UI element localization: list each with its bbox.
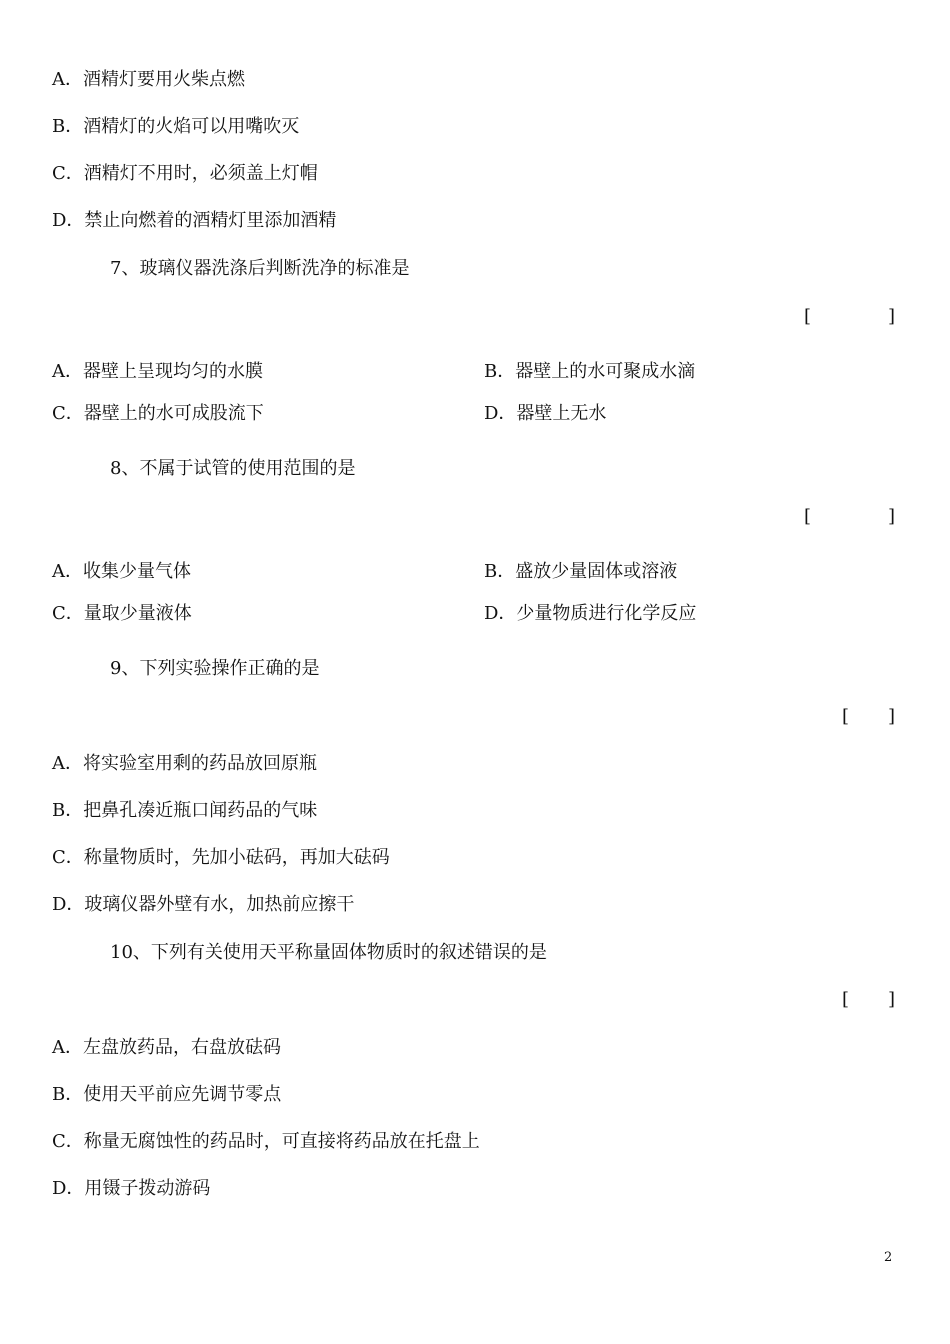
q7-answer-bracket xyxy=(804,305,900,329)
q7-question: 7、玻璃仪器洗涤后判断洗净的标准是 xyxy=(110,258,410,279)
q7-option-c: C．器壁上的水可成股流下 xyxy=(52,403,264,424)
q9-option-c: C．称量物质时，先加小砝码，再加大砝码 xyxy=(52,847,390,868)
q10-question: 10、下列有关使用天平称量固体物质时的叙述错误的是 xyxy=(110,942,547,963)
q10-option-b: B．使用天平前应先调节零点 xyxy=(52,1084,282,1105)
q9-option-d: D．玻璃仪器外壁有水，加热前应擦干 xyxy=(52,894,355,915)
q7-bracket-close: ] xyxy=(888,306,896,327)
q8-question: 8、不属于试管的使用范围的是 xyxy=(110,458,356,479)
q8-answer-bracket xyxy=(804,505,900,529)
q10-answer-bracket xyxy=(842,988,900,1012)
q9-bracket-close: ] xyxy=(888,706,896,727)
q6-option-b: B．酒精灯的火焰可以用嘴吹灭 xyxy=(52,116,300,137)
q9-answer-bracket xyxy=(842,705,900,729)
q9-option-b: B．把鼻孔凑近瓶口闻药品的气味 xyxy=(52,800,318,821)
q9-option-a: A．将实验室用剩的药品放回原瓶 xyxy=(52,753,317,774)
q8-option-c: C．量取少量液体 xyxy=(52,603,192,624)
q10-option-a: A．左盘放药品，右盘放砝码 xyxy=(52,1037,281,1058)
q6-option-c: C．酒精灯不用时，必须盖上灯帽 xyxy=(52,163,318,184)
q7-bracket-open: [ xyxy=(804,306,812,327)
q6-option-a: A．酒精灯要用火柴点燃 xyxy=(52,69,245,90)
q10-bracket-open: [ xyxy=(842,989,850,1010)
q9-question: 9、下列实验操作正确的是 xyxy=(110,658,320,679)
q6-option-d: D．禁止向燃着的酒精灯里添加酒精 xyxy=(52,210,337,231)
q7-option-a: A．器壁上呈现均匀的水膜 xyxy=(52,361,263,382)
q8-bracket-close: ] xyxy=(888,506,896,527)
q7-option-d: D．器壁上无水 xyxy=(484,403,607,424)
q8-option-b: B．盛放少量固体或溶液 xyxy=(484,561,678,582)
q8-option-d: D．少量物质进行化学反应 xyxy=(484,603,697,624)
q10-option-c: C．称量无腐蚀性的药品时，可直接将药品放在托盘上 xyxy=(52,1131,480,1152)
q8-bracket-open: [ xyxy=(804,506,812,527)
q10-bracket-close: ] xyxy=(888,989,896,1010)
q9-bracket-open: [ xyxy=(842,706,850,727)
q10-option-d: D．用镊子拨动游码 xyxy=(52,1178,211,1199)
q8-option-a: A．收集少量气体 xyxy=(52,561,191,582)
page-number: 2 xyxy=(884,1250,893,1265)
q7-option-b: B．器壁上的水可聚成水滴 xyxy=(484,361,696,382)
